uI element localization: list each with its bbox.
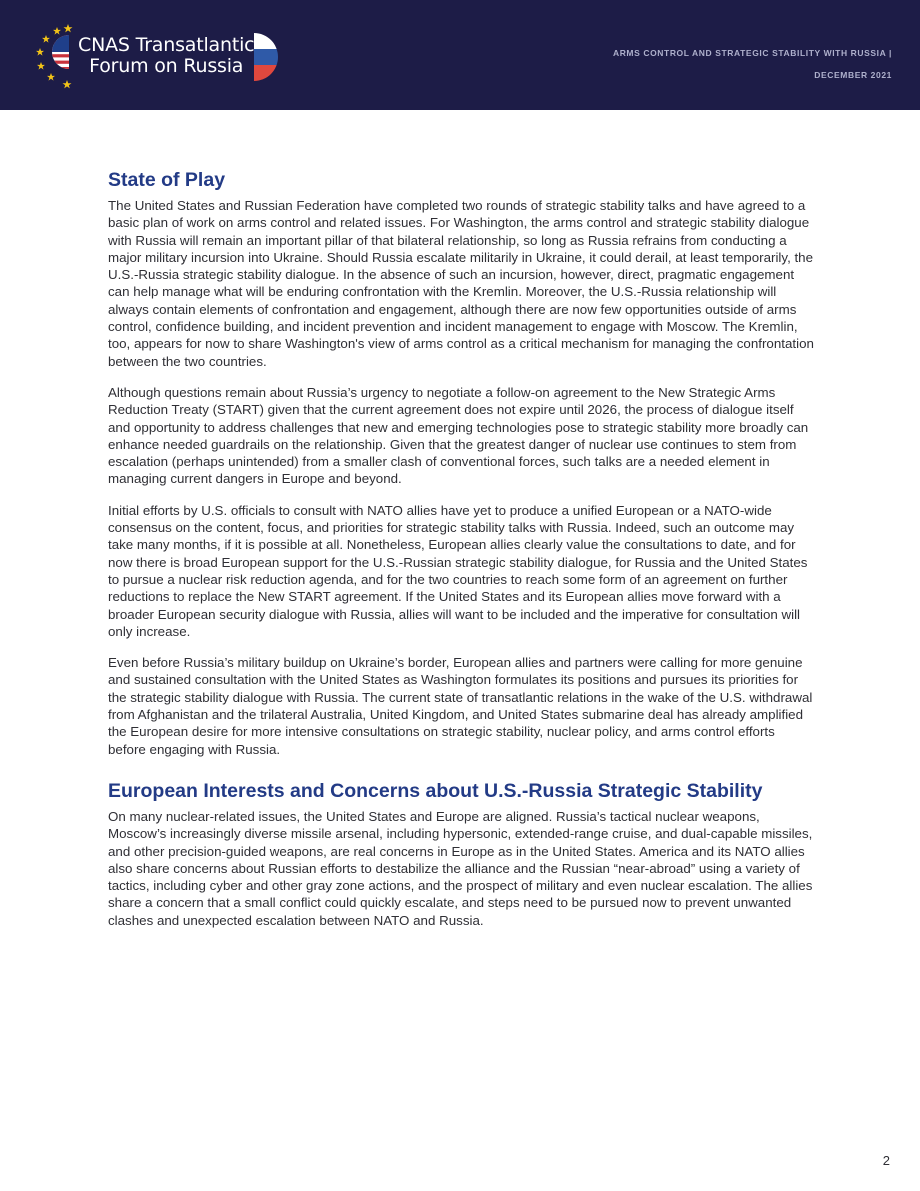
paragraph: On many nuclear-related issues, the United States and Europe are aligned. Russia’s tactical nuclear weapons, Moscow’s increasingly diverse missile arsenal, including hypersonic, extended-range cruise, and dual-capable missiles, and other precision-guided weapons, are real concerns in Europe as in the United States. America and its NATO allies also share concerns about Russian efforts to destabilize the alliance and the Russian “near-abroad” using a variety of tactics, including cyber and other gray zone actions, and the prospect of military and even nuclear escalation. The allies share a concern that a small conflict could quickly escalate, and steps need to be pursued now to prevent unwanted clashes and unexpected escalation between NATO and Russia. — [108, 808, 813, 928]
section-heading-european-interests: European Interests and Concerns about U.S.-Russia Strategic Stability — [108, 779, 763, 802]
report-title: ARMS CONTROL AND STRATEGIC STABILITY WITH RUSSIA | — [612, 48, 892, 58]
cnas-logo-icon — [33, 22, 81, 90]
paragraph: Initial efforts by U.S. officials to consult with NATO allies have yet to produce a unified European or a NATO-wide consensus on the content, focus, and priorities for strategic stability talks with Russia. Indeed, such an outcome may take many months, if it is possible at all. Nonetheless, European allies clearly value the consultations to date, and for now there is broad European support for the U.S.-Russian strategic stability dialogue, for Russia and the United States to pursue a nuclear risk reduction agenda, and for the two countries to reach some form of an agreement on further reductions to replace the New START agreement. If the United States and its European allies move forward with a broader European security dialogue with Russia, allies will want to be included and the imperative for consultation will only increase. — [108, 502, 808, 639]
article-body — [108, 167, 814, 943]
section-heading-state-of-play: State of Play — [108, 169, 226, 191]
page-number: 2 — [882, 1153, 890, 1168]
logo-wordmark — [78, 35, 254, 77]
paragraph: Although questions remain about Russia’s urgency to negotiate a follow-on agreement to the New Strategic Arms Reduction Treaty (START) given that the current agreement does not expire until 2026, the process of dialogue itself and opportunity to address challenges that new and emerging technologies pose to strategic stability more broadly can enhance needed guardrails on the relationship. Given that the greatest danger of nuclear use continues to stem from escalation (perhaps unintended) from a smaller clash of conventional forces, such talks are a needed element in managing current dangers in Europe and beyond. — [108, 384, 809, 487]
russia-flag-halfcircle-icon — [254, 33, 278, 81]
logo-line-1: CNAS Transatlantic — [78, 34, 255, 56]
header-meta — [613, 42, 892, 86]
paragraph: Even before Russia’s military buildup on Ukraine’s border, European allies and partners were calling for more genuine and sustained consultation with the United States as Washington formulates its positions and pursues its priorities for the strategic stability dialogue with Russia. The current state of transatlantic relations in the wake of the U.S. withdrawal from Afghanistan and the trilateral Australia, United Kingdom, and United States submarine deal has already amplified the European desire for more intensive consultations on strategic stability, nuclear policy, and arms control efforts before engaging with Russia. — [108, 655, 813, 757]
paragraph: The United States and Russian Federation have completed two rounds of strategic stability talks and have agreed to a basic plan of work on arms control and related issues. For Washington, the arms control and strategic stability dialogue with Russia will remain an important pillar of that bilateral relationship, so long as Russia refrains from conducting a major military incursion into Ukraine. Should Russia escalate militarily in Ukraine, it could derail, at least temporarily, the U.S.-Russia strategic stability dialogue. In the absence of such an incursion, however, direct, pragmatic engagement can help manage what will be enduring confrontation with the Kremlin. Moreover, the U.S.-Russia relationship will always contain elements of confrontation and engagement, although there are now few opportunities outside of arms control, confidence building, and incident prevention and incident management to engage with Moscow. The Kremlin, too, appears for now to share Washington's view of arms control as a critical mechanism for managing the confrontation between the two countries. — [108, 198, 814, 369]
report-date: DECEMBER 2021 — [814, 70, 892, 80]
header-band — [0, 0, 920, 110]
logo-line-2: Forum on Russia — [89, 55, 244, 77]
